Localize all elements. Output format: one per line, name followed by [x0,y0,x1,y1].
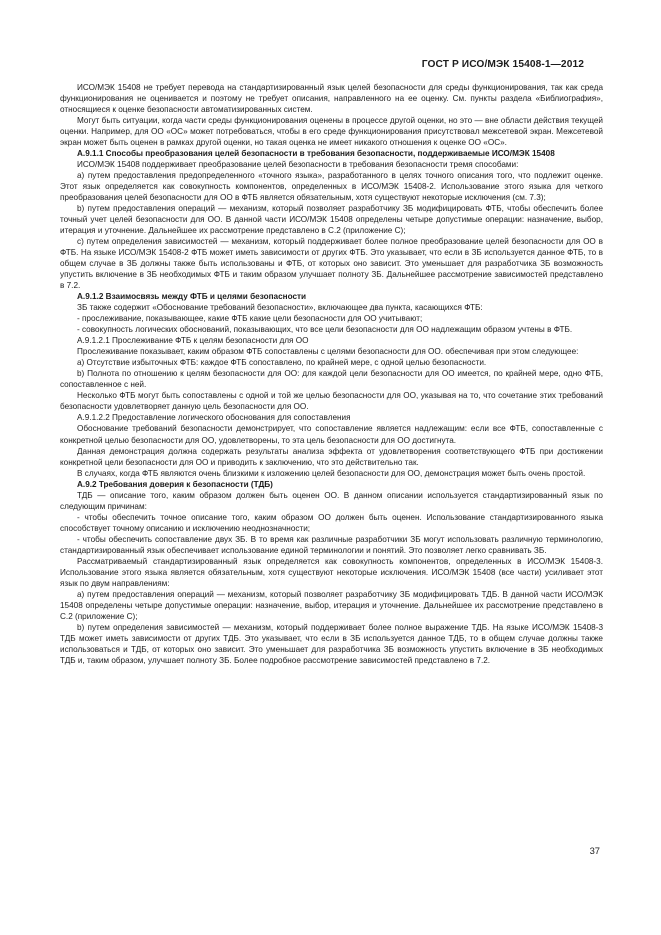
body-paragraph: ТДБ — описание того, каким образом должен быть оценен ОО. В данном описании используется стандартизированный язык по следующим причинам: [60,490,603,511]
body-paragraph: Несколько ФТБ могут быть сопоставлены с одной и той же целью безопасности для ОО, указывая на то, что сочетание этих требований безопасности удовлетворяет данную цель безопасности для ОО. [60,391,603,412]
body-paragraph: а) путем предоставления предопределенного «точного языка», разработанного в целях точного описания того, что подлежит оценке. Этот язык определяется как совокупность компонентов, определенных в ИСО/МЭК 15408-2. Использование этого языка для четкого преобразования целей безопасности для ОО в ФТБ является обязательным, хотя существуют некоторые исключения (см. 7.3); [60,171,603,203]
body-paragraph: b) Полнота по отношению к целям безопасности для ОО: для каждой цели безопасности для ОО имеется, по крайней мере, одно ФТБ, сопоставленное с ней. [60,369,603,390]
document-code-header: ГОСТ Р ИСО/МЭК 15408-1—2012 [421,59,584,70]
section-heading: А.9.2 Требования доверия к безопасности (ТДБ) [77,479,273,489]
body-paragraph: Обоснование требований безопасности демонстрирует, что сопоставление является надлежащим: если все ФТБ, сопоставленные с конкретной целью безопасности для ОО, удовлетворены, то эта цель безопасности для ОО достигнута. [60,424,603,445]
body-paragraph: - чтобы обеспечить сопоставление двух ЗБ. В то время как различные разработчики ЗБ могут использовать различную терминологию, стандартизированный язык обеспечивает использование единой терминологии и понятий. Это позволяет легко сравнивать ЗБ. [60,534,603,555]
body-paragraph: - совокупность логических обоснований, показывающих, что все цели безопасности для ОО надлежащим образом учтены в ФТБ. [77,325,573,335]
body-paragraph: b) путем определения зависимостей — механизм, который поддерживает более полное выражение ТДБ. На языке ИСО/МЭК 15408-3 ТДБ может иметь зависимости от других ТДБ. Это указывает, что если в ЗБ используется данное ТДБ, то в общем случае должны также использоваться и ТДБ, от которых оно зависит. Это уменьшает для разработчика ЗБ возможность упустить включение в ЗБ необходимых ТДБ и, таким образом, улучшает полноту ЗБ. Более подробное рассмотрение зависимостей представлено в 7.2. [60,622,603,665]
body-paragraph: ИСО/МЭК 15408 поддерживает преобразование целей безопасности в требования безопасности тремя способами: [77,160,519,170]
body-paragraph: ИСО/МЭК 15408 не требует перевода на стандартизированный язык целей безопасности для среды функционирования, так как среда функционирования не оценивается и поэтому не требует описания, направленного на ее оценку. См. пункты раздела «Библиография», относящиеся к оценке безопасности автоматизированных систем. [60,83,603,115]
body-paragraph: b) путем предоставления операций — механизм, который позволяет разработчику ЗБ модифицировать ФТБ, чтобы обеспечить более точный учет целей безопасности для ОО. В данной части ИСО/МЭК 15408 определены четыре допустимые операции: назначение, выбор, итерация и уточнение. Дальнейшее их рассмотрение представлено в С.2 (приложение С); [60,204,603,236]
document-body [60,82,603,666]
body-paragraph: А.9.1.2.1 Прослеживание ФТБ к целям безопасности для ОО [77,336,309,346]
section-heading: А.9.1.1 Способы преобразования целей безопасности в требования безопасности, поддерживаемые ИСО/МЭК 15408 [77,149,555,159]
body-paragraph: - прослеживание, показывающее, какие ФТБ какие цели безопасности для ОО учитывают; [77,314,423,324]
body-paragraph: В случаях, когда ФТБ являются очень близкими к изложению целей безопасности для ОО, демонстрация может быть очень простой. [77,468,586,478]
body-paragraph: А.9.1.2.2 Предоставление логического обоснования для сопоставления [77,413,351,423]
page-number: 37 [589,845,600,856]
body-paragraph: Могут быть ситуации, когда части среды функционирования оценены в процессе другой оценки, но это — вне области действия текущей оценки. Например, для ОО «ОС» может потребоваться, чтобы в его среде функционирования присутствовал межсетевой экран. Межсетевой экран может быть оценен в рамках другой оценки, но такая оценка не имеет никакого отношения к оценке ОО «ОС». [60,116,603,148]
section-heading: А.9.1.2 Взаимосвязь между ФТБ и целями безопасности [77,292,307,302]
body-paragraph: Рассматриваемый стандартизированный язык определяется как совокупность компонентов, определенных в ИСО/МЭК 15408-3. Использование этого языка является обязательным, хотя существуют некоторые исключения. ИСО/МЭК 15408 (все части) усиливает этот язык по двум направлениям: [60,556,603,588]
body-paragraph: а) путем предоставления операций — механизм, который позволяет разработчику ЗБ модифицировать ТДБ. В данной части ИСО/МЭК 15408 определены четыре допустимые операции: назначение, выбор, итерация и уточнение. Дальнейшее их рассмотрение представлено в С.2 (приложение С); [60,589,603,621]
body-paragraph: а) Отсутствие избыточных ФТБ: каждое ФТБ сопоставлено, по крайней мере, с одной целью безопасности. [77,358,487,368]
body-paragraph: Данная демонстрация должна содержать результаты анализа эффекта от удовлетворения соответствующего ФТБ при достижении конкретной цели безопасности для ОО и приводить к заключению, что это действительно так. [60,446,603,467]
body-paragraph: с) путем определения зависимостей — механизм, который поддерживает более полное преобразование целей безопасности для ОО в ФТБ. На языке ИСО/МЭК 15408-2 ФТБ может иметь зависимости от других ФТБ. Это указывает, что если в ЗБ используется данное ФТБ, то в общем случае в ЗБ должны также быть использованы и ФТБ, от которых оно зависит. Это уменьшает для разработчика ЗБ возможность упустить включение в ЗБ необходимых ФТБ и таким образом улучшает полноту ЗБ. Дальнейшее рассмотрение зависимостей представлено в 7.2. [60,237,603,291]
body-paragraph: - чтобы обеспечить точное описание того, каким образом ОО должен быть оценен. Использование стандартизированного языка способствует точному описанию и исключению неоднозначности; [60,512,603,533]
body-paragraph: Прослеживание показывает, каким образом ФТБ сопоставлены с целями безопасности для ОО. обеспечивая при этом следующее: [77,347,579,357]
body-paragraph: ЗБ также содержит «Обоснование требований безопасности», включающее два пункта, касающихся ФТБ: [77,303,483,313]
